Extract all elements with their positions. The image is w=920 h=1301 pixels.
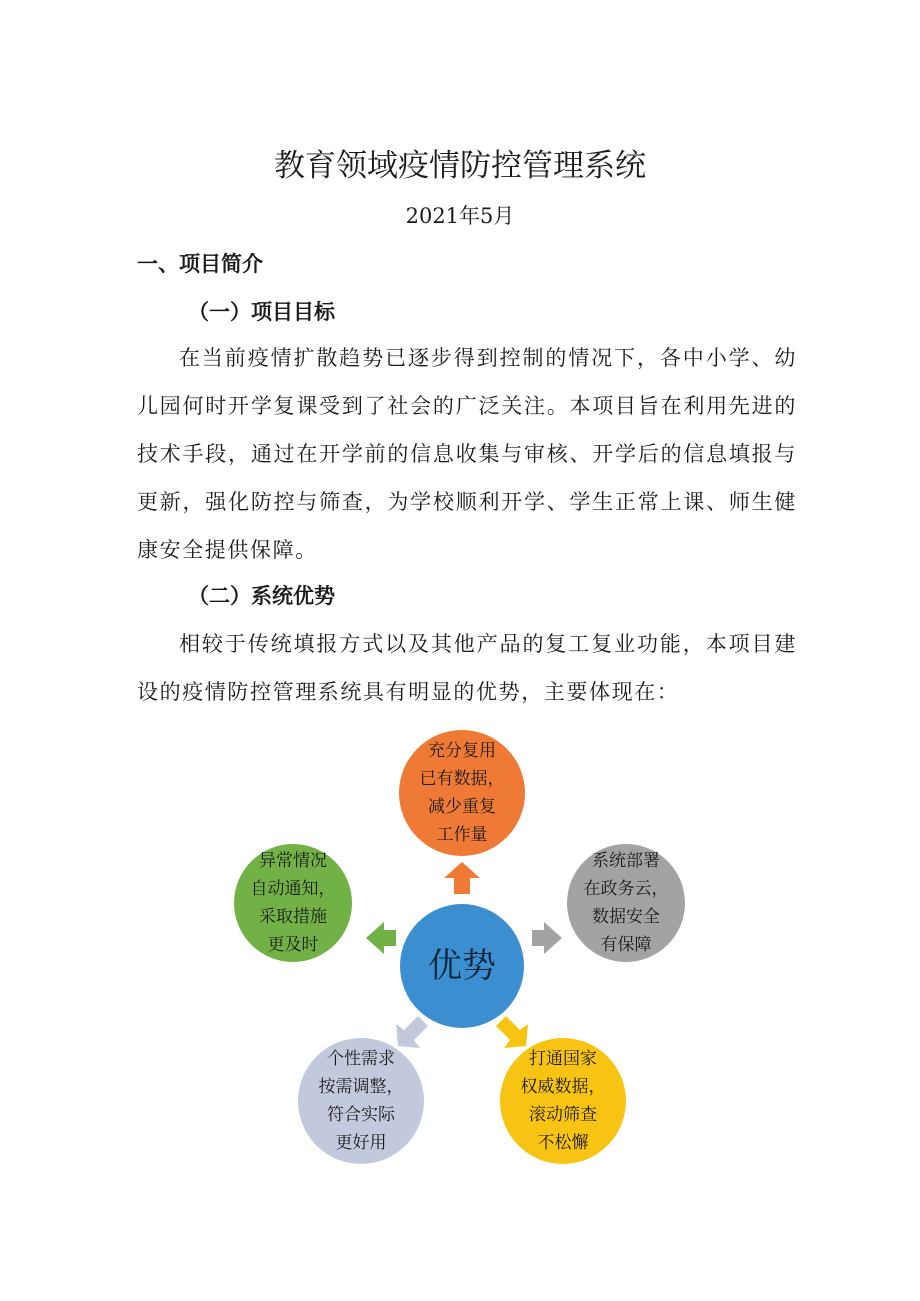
advantage-center — [400, 904, 524, 1028]
advantage-item-label: 充分复用 已有数据， 减少重复 工作量 — [419, 741, 505, 845]
advantage-item-label: 异常情况 自动通知， 采取措施 更及时 — [250, 851, 336, 955]
paragraph-goal: 在当前疫情扩散趋势已逐步得到控制的情况下，各中小学、幼儿园何时开学复课受到了社会的广泛关注。本项目旨在利用先进的技术手段，通过在开学前的信息收集与审核、开学后的信息填报与更新，强化防控与筛查，为学校顺利开学、学生正常上课、师生健康安全提供保障。 — [137, 346, 797, 562]
advantage-item-label: 打通国家 权威数据， 滚动筛查 不松懈 — [520, 1049, 606, 1153]
arrow-up-icon — [442, 860, 482, 896]
advantage-item-label: 系统部署 在政务云， 数据安全 有保障 — [583, 851, 669, 955]
arrow-right-icon — [530, 918, 564, 956]
advantage-item-national-data — [500, 1038, 626, 1164]
advantage-item-custom — [298, 1038, 424, 1164]
advantage-center-label: 优势 — [428, 946, 496, 986]
advantage-item-gov-cloud — [567, 844, 685, 962]
document-title: 教育领域疫情防控管理系统 — [274, 148, 646, 184]
advantage-item-auto-notify — [234, 844, 352, 962]
subsection-heading-goal: （一）项目目标 — [188, 300, 335, 324]
section-heading-intro: 一、项目简介 — [137, 252, 263, 276]
advantage-item-reuse-data — [399, 730, 525, 856]
document-date: 2021年5月 — [405, 204, 515, 228]
advantage-item-label: 个性需求 按需调整， 符合实际 更好用 — [318, 1049, 404, 1153]
advantage-diagram — [252, 726, 672, 1176]
arrow-left-icon — [364, 918, 398, 956]
paragraph-advantage: 相较于传统填报方式以及其他产品的复工复业功能，本项目建设的疫情防控管理系统具有明显的优势，主要体现在： — [137, 632, 797, 704]
subsection-heading-advantage: （二）系统优势 — [188, 584, 335, 608]
